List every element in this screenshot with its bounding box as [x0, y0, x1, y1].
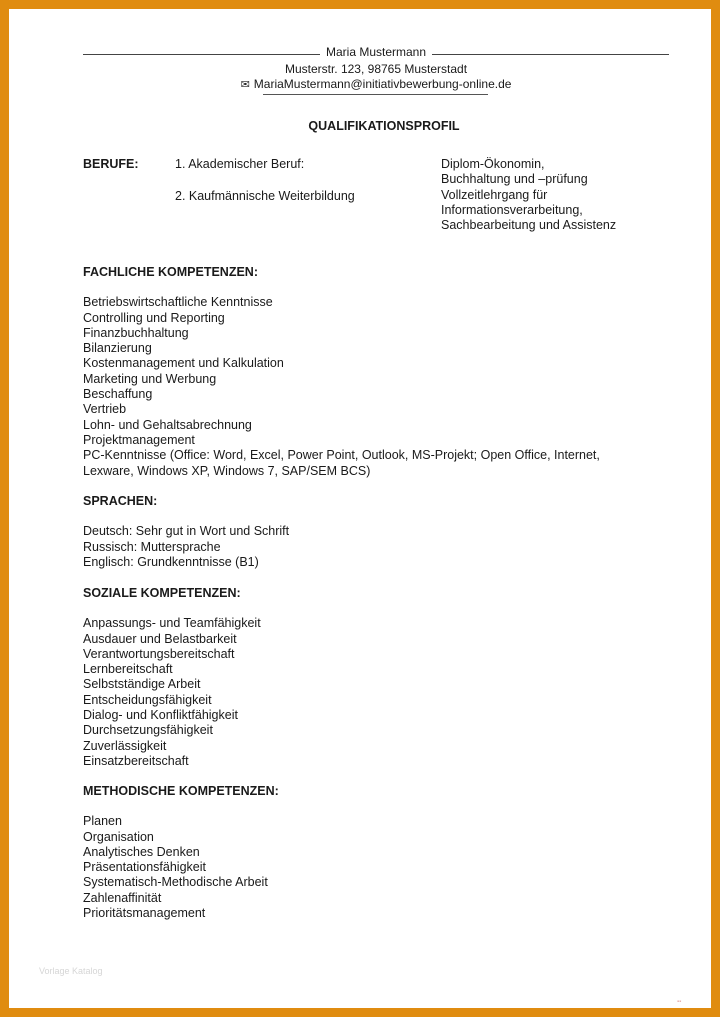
applicant-name: Maria Mustermann — [325, 45, 427, 59]
sozial-list — [83, 616, 261, 769]
header-rule-left — [83, 54, 320, 55]
section-heading: SPRACHEN: — [83, 494, 158, 508]
list-item: Dialog- und Konfliktfähigkeit — [83, 708, 238, 723]
beruf-details — [441, 157, 616, 233]
list-item: Durchsetzungsfähigkeit — [83, 723, 213, 738]
document-title: QUALIFIKATIONSPROFIL — [308, 119, 460, 133]
list-item: Einsatzbereitschaft — [83, 753, 189, 768]
watermark: Vorlage Katalog — [39, 966, 103, 976]
list-item: Systematisch-Methodische Arbeit — [83, 875, 268, 890]
section-methodisch — [83, 784, 279, 921]
fachlich-list — [83, 295, 600, 479]
beruf-detail-line: Vollzeitlehrgang für — [441, 187, 548, 202]
beruf-detail-line: Buchhaltung und –prüfung — [441, 172, 588, 187]
list-item: Marketing und Werbung — [83, 371, 217, 386]
sprachen-list — [83, 524, 289, 570]
envelope-icon: ✉ — [240, 79, 250, 91]
list-item: Finanzbuchhaltung — [83, 325, 189, 340]
document-page — [9, 9, 711, 1008]
section-sprachen — [83, 494, 289, 570]
list-item: Anpassungs- und Teamfähigkeit — [83, 616, 261, 631]
corner-mark: ▪▪ — [677, 999, 682, 1005]
email-underline — [263, 94, 488, 95]
section-sozial — [83, 586, 261, 769]
list-item: Selbstständige Arbeit — [83, 677, 201, 692]
list-item: Deutsch: Sehr gut in Wort und Schrift — [83, 524, 290, 539]
list-item: PC-Kenntnisse (Office: Word, Excel, Power Point, Outlook, MS-Projekt; Open Office, Internet, — [83, 448, 600, 463]
list-item: Kostenmanagement und Kalkulation — [83, 356, 284, 371]
section-heading: FACHLICHE KOMPETENZEN: — [83, 265, 258, 279]
list-item: Lernbereitschaft — [83, 662, 173, 677]
section-fachlich — [83, 265, 600, 479]
list-item: Bilanzierung — [83, 341, 152, 356]
beruf-item-2: 2. Kaufmännische Weiterbildung — [175, 189, 355, 203]
list-item: Zuverlässigkeit — [83, 738, 167, 753]
berufe-heading: BERUFE: — [83, 157, 139, 171]
header-rule-right — [432, 54, 669, 55]
list-item: Ausdauer und Belastbarkeit — [83, 631, 237, 646]
list-item: Präsentationsfähigkeit — [83, 860, 206, 875]
list-item: Planen — [83, 814, 122, 829]
email-address: MariaMustermann@initiativbewerbung-online.de — [253, 77, 512, 91]
address: Musterstr. 123, 98765 Musterstadt — [284, 62, 468, 76]
list-item: Vertrieb — [83, 402, 127, 417]
beruf-item-1: 1. Akademischer Beruf: — [175, 157, 305, 171]
list-item: Lexware, Windows XP, Windows 7, SAP/SEM BCS) — [83, 463, 371, 478]
list-item: Prioritätsmanagement — [83, 906, 206, 921]
list-item: Entscheidungsfähigkeit — [83, 692, 212, 707]
list-item: Organisation — [83, 829, 154, 844]
beruf-detail-line: Informationsverarbeitung, — [441, 202, 583, 217]
beruf-detail-line: Sachbearbeitung und Assistenz — [441, 218, 617, 233]
name-header — [83, 44, 669, 60]
list-item: Beschaffung — [83, 387, 153, 402]
methodisch-list — [83, 814, 279, 921]
section-heading: METHODISCHE KOMPETENZEN: — [83, 784, 279, 798]
list-item: Lohn- und Gehaltsabrechnung — [83, 417, 252, 432]
list-item: Zahlenaffinität — [83, 890, 162, 905]
list-item: Verantwortungsbereitschaft — [83, 646, 235, 661]
section-heading: SOZIALE KOMPETENZEN: — [83, 586, 241, 600]
email-line — [83, 77, 669, 93]
list-item: Projektmanagement — [83, 432, 195, 447]
list-item: Englisch: Grundkenntnisse (B1) — [83, 554, 259, 569]
list-item: Betriebswirtschaftliche Kenntnisse — [83, 295, 273, 310]
beruf-detail-line: Diplom-Ökonomin, — [441, 157, 545, 171]
list-item: Russisch: Muttersprache — [83, 539, 221, 554]
list-item: Controlling und Reporting — [83, 310, 225, 325]
list-item: Analytisches Denken — [83, 844, 200, 859]
